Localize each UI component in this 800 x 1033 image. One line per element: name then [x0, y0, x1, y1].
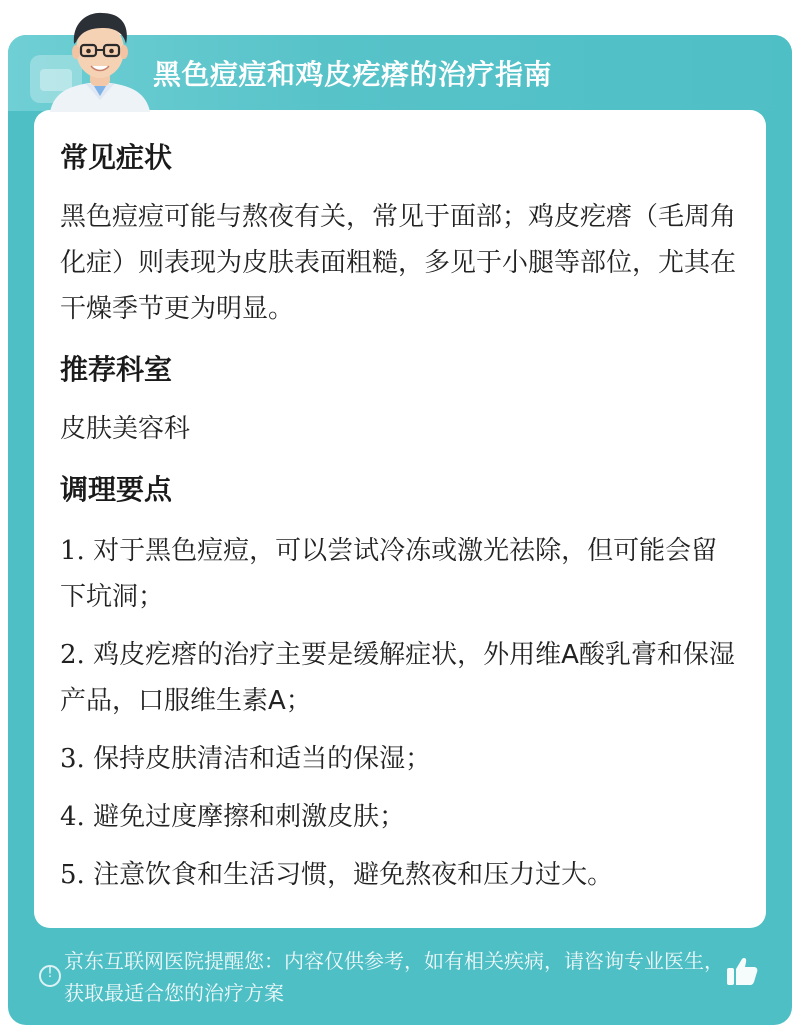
info-icon — [39, 965, 61, 987]
department-heading: 推荐科室 — [60, 353, 173, 386]
symptoms-body: 黑色痘痘可能与熬夜有关，常见于面部；鸡皮疙瘩（毛周角化症）则表现为皮肤表面粗糙，多见于小腿等部位，尤其在干燥季节更为明显。 — [60, 202, 737, 324]
list-item — [60, 794, 740, 840]
content-card — [34, 110, 766, 928]
symptoms-heading: 常见症状 — [60, 141, 173, 174]
list-item-text: 注意饮食和生活习惯，避免熬夜和压力过大。 — [93, 860, 614, 890]
list-item-text: 鸡皮疙瘩的治疗主要是缓解症状，外用维A酸乳膏和保湿产品，口服维生素A； — [60, 640, 735, 716]
doctor-avatar — [40, 8, 160, 112]
guide-frame — [8, 35, 792, 1025]
list-item-number: 2. — [60, 640, 85, 670]
list-item-number: 4. — [60, 802, 85, 832]
footer-notice: 京东互联网医院提醒您：内容仅供参考，如有相关疾病，请咨询专业医生，获取最适合您的治疗方案 — [64, 949, 724, 1005]
list-item — [60, 528, 740, 620]
list-item — [60, 736, 740, 782]
list-item — [60, 852, 740, 898]
list-item-text: 保持皮肤清洁和适当的保湿； — [93, 744, 432, 774]
list-item-number: 5. — [60, 860, 85, 890]
list-item-number: 3. — [60, 744, 85, 774]
care-heading: 调理要点 — [60, 473, 173, 506]
department-body: 皮肤美容科 — [60, 414, 191, 444]
list-item-text: 避免过度摩擦和刺激皮肤； — [93, 802, 406, 832]
page-title: 黑色痘痘和鸡皮疙瘩的治疗指南 — [153, 58, 553, 91]
list-item-text: 对于黑色痘痘，可以尝试冷冻或激光祛除，但可能会留下坑洞； — [60, 536, 718, 612]
list-item-number: 1. — [60, 536, 85, 566]
list-item — [60, 632, 740, 724]
thumbs-up-icon[interactable] — [724, 953, 760, 989]
